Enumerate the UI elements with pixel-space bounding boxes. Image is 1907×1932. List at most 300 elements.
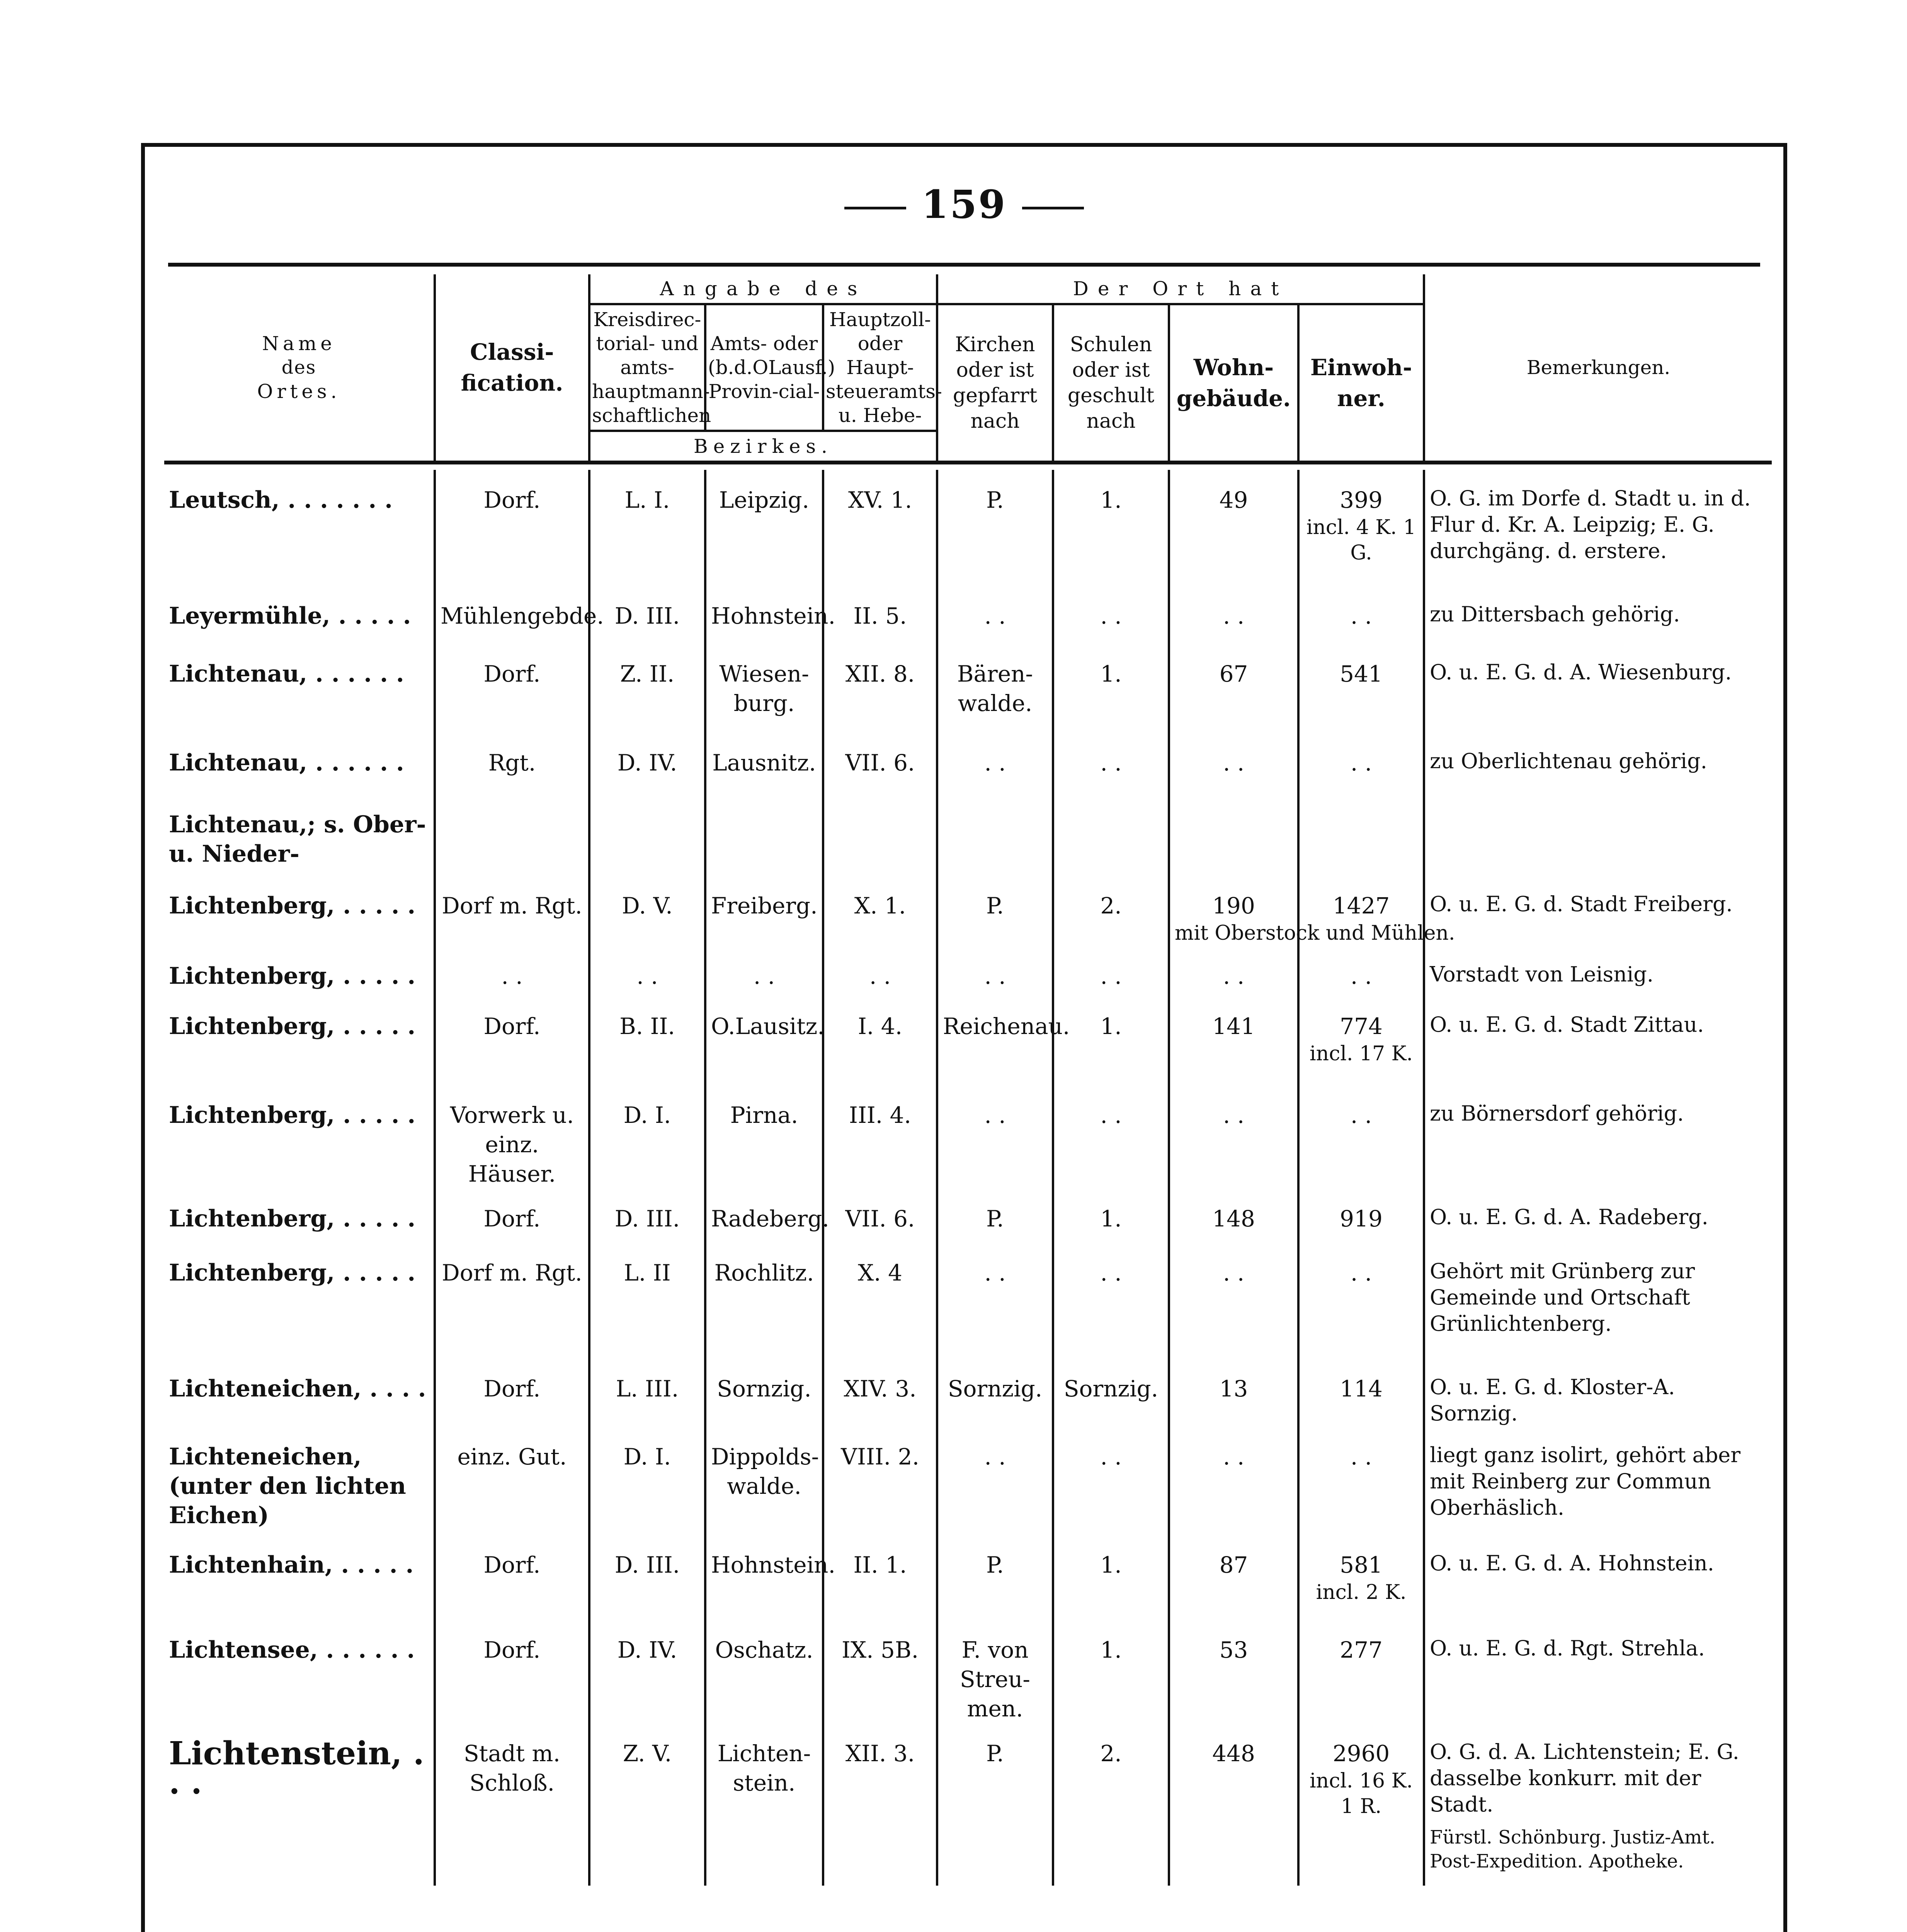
haupt-district-text: XII. 3. (845, 1740, 915, 1767)
table-row (164, 644, 1772, 733)
table-row (164, 946, 1772, 996)
inhabitants-text: . . (1350, 963, 1372, 989)
cell-amts-district (705, 1243, 823, 1359)
cell-church (937, 470, 1053, 586)
school-text: . . (1100, 750, 1122, 776)
classification-text: Dorf. (483, 1013, 541, 1039)
cell-inhabitants (1298, 644, 1424, 733)
church-text: . . (984, 1444, 1006, 1470)
inhabitants-text: . . (1350, 1102, 1372, 1128)
dwellings-text: . . (1223, 750, 1245, 776)
cell-church (937, 946, 1053, 996)
amts-district-text: Hohnstein. (711, 603, 835, 629)
amts-district-text: Hohnstein. (711, 1552, 835, 1578)
school-text: 2. (1100, 893, 1122, 919)
remarks-text: O. u. E. G. d. A. Wiesenburg. (1430, 660, 1732, 684)
cell-classification (435, 1427, 589, 1535)
classification-text: Dorf. (483, 487, 541, 513)
place-name-text: Lichtensee, . . . . . . (169, 1636, 415, 1663)
page-number (145, 182, 1783, 227)
dwellings-text: 448 (1212, 1740, 1255, 1767)
amts-district-text: O.Lausitz. (711, 1013, 825, 1039)
kreis-district-text: Z. V. (623, 1740, 672, 1767)
church-text: F. von Streu-men. (959, 1637, 1031, 1722)
place-name-text: Lichtenau,; s. Ober- u. Nieder- (169, 811, 426, 867)
cell-dwellings (1169, 644, 1298, 733)
cell-remarks (1424, 1535, 1772, 1620)
inhabitants-text: 277 (1340, 1637, 1383, 1663)
gazetteer-table (164, 274, 1772, 1886)
cell-dwellings (1169, 1620, 1298, 1723)
cell-amts-district (705, 470, 823, 586)
cell-remarks (1424, 946, 1772, 996)
cell-amts-district (705, 1723, 823, 1886)
kreis-district-text: D. III. (614, 1206, 680, 1232)
inhabitants-text: 774 (1340, 1013, 1383, 1039)
classification-text: Vorwerk u. einz. Häuser. (450, 1102, 574, 1187)
haupt-district-text: III. 4. (849, 1102, 911, 1128)
cell-kreis-district (589, 1085, 705, 1189)
place-name-text: Lichtenau, . . . . . . (169, 749, 404, 776)
cell-dwellings (1169, 1723, 1298, 1886)
church-text: P. (986, 1740, 1004, 1767)
table-row (164, 876, 1772, 946)
kreis-district-text: . . (636, 963, 658, 989)
haupt-district-text: II. 1. (853, 1552, 907, 1578)
cell-remarks (1424, 1723, 1772, 1886)
inhabitants-text: . . (1350, 750, 1372, 776)
cell-place-name (164, 1427, 435, 1535)
kreis-district-text: L. III. (616, 1376, 679, 1402)
header-separator (164, 463, 1772, 470)
cell-haupt-district (823, 1723, 937, 1886)
inhabitants-text: 2960 (1332, 1740, 1390, 1767)
cell-remarks (1424, 1427, 1772, 1535)
classification-text: Rgt. (488, 750, 536, 776)
cell-church (937, 733, 1053, 794)
cell-school (1053, 876, 1169, 946)
amts-district-text: Freiberg. (711, 893, 818, 919)
kreis-district-text: D. I. (623, 1444, 671, 1470)
cell-kreis-district (589, 1359, 705, 1427)
cell-place-name (164, 733, 435, 794)
cell-classification (435, 470, 589, 586)
cell-kreis-district (589, 1535, 705, 1620)
cell-school (1053, 586, 1169, 644)
dwellings-text: . . (1223, 603, 1245, 629)
haupt-district-text: I. 4. (857, 1013, 903, 1039)
place-name-text: Lichtenberg, . . . . . (169, 892, 416, 919)
haupt-district-text: XV. 1. (848, 487, 912, 513)
kreis-district-text: D. IV. (617, 750, 677, 776)
table-row (164, 733, 1772, 794)
inhabitants-note: incl. 2 K. (1316, 1581, 1407, 1604)
header-kreis: Kreisdirec-torial- und amts-hauptmann-schaftlichen (589, 304, 705, 431)
cell-school (1053, 470, 1169, 586)
cell-classification (435, 996, 589, 1085)
cell-place-name (164, 946, 435, 996)
cell-inhabitants (1298, 1535, 1424, 1620)
remarks-text: zu Börnersdorf gehörig. (1430, 1101, 1684, 1126)
cell-inhabitants (1298, 1189, 1424, 1243)
cell-kreis-district (589, 470, 705, 586)
remarks-text: O. G. d. A. Lichtenstein; E. G. dasselbe konkurr. mit der Stadt. (1430, 1740, 1739, 1816)
haupt-district-text: . . (869, 963, 891, 989)
cell-kreis-district (589, 946, 705, 996)
cell-school (1053, 1085, 1169, 1189)
cell-remarks (1424, 644, 1772, 733)
school-text: . . (1100, 963, 1122, 989)
church-text: . . (984, 1260, 1006, 1286)
amts-district-text: Leipzig. (719, 487, 810, 513)
amts-district-text: Pirna. (730, 1102, 798, 1128)
place-name-text: Leyermühle, . . . . . (169, 602, 411, 629)
amts-district-text: Oschatz. (715, 1637, 813, 1663)
kreis-district-text: Z. II. (620, 661, 675, 687)
cell-school (1053, 1620, 1169, 1723)
amts-district-text: Sornzig. (717, 1376, 811, 1402)
cell-amts-district (705, 644, 823, 733)
cell-haupt-district (823, 1085, 937, 1189)
header-separator-cell (164, 463, 1772, 470)
cell-school (1053, 946, 1169, 996)
cell-school (1053, 1359, 1169, 1427)
cell-school (1053, 733, 1169, 794)
cell-church (937, 1427, 1053, 1535)
dwellings-text: 141 (1212, 1013, 1255, 1039)
header-name-1: Name (262, 332, 336, 355)
table-row (164, 586, 1772, 644)
table-body (164, 470, 1772, 1886)
remarks-text: O. u. E. G. d. Stadt Freiberg. (1430, 892, 1733, 916)
classification-text: Dorf m. Rgt. (442, 893, 582, 919)
remarks-text: liegt ganz isolirt, gehört aber mit Reinberg zur Commun Oberhäslich. (1430, 1443, 1741, 1520)
cell-dwellings (1169, 1243, 1298, 1359)
cell-amts-district (705, 1085, 823, 1189)
dwellings-text: . . (1223, 1260, 1245, 1286)
cell-haupt-district (823, 794, 937, 876)
cell-place-name (164, 1189, 435, 1243)
cell-inhabitants (1298, 1243, 1424, 1359)
cell-place-name (164, 1620, 435, 1723)
place-name-text: Lichtenberg, . . . . . (169, 1013, 416, 1040)
kreis-district-text: L. II (624, 1260, 671, 1286)
remarks-text: O. u. E. G. d. A. Radeberg. (1430, 1205, 1708, 1229)
top-rule (168, 263, 1760, 267)
dwellings-text: 148 (1212, 1206, 1255, 1232)
dwellings-text: 87 (1219, 1552, 1248, 1578)
cell-church (937, 644, 1053, 733)
table-row (164, 1243, 1772, 1359)
cell-classification (435, 1723, 589, 1886)
cell-school (1053, 1427, 1169, 1535)
church-text: Sornzig. (948, 1376, 1043, 1402)
dwellings-text: 190 (1212, 893, 1255, 919)
amts-district-text: Lichten-stein. (717, 1740, 811, 1796)
cell-place-name (164, 1723, 435, 1886)
table-row (164, 1723, 1772, 1886)
inhabitants-text: . . (1350, 1260, 1372, 1286)
church-text: . . (984, 603, 1006, 629)
amts-district-text: Rochlitz. (714, 1260, 814, 1286)
header-name-2: des (281, 357, 316, 378)
cell-haupt-district (823, 1427, 937, 1535)
header-wohn: Wohn-gebäude. (1169, 304, 1298, 463)
cell-dwellings (1169, 1427, 1298, 1535)
place-name-text: Lichteneichen, . . . . (169, 1375, 426, 1402)
cell-remarks (1424, 470, 1772, 586)
cell-place-name (164, 1085, 435, 1189)
dash-left (844, 207, 906, 209)
remarks-text: Gehört mit Grünberg zur Gemeinde und Ortschaft Grünlichtenberg. (1430, 1259, 1695, 1336)
haupt-district-text: XII. 8. (845, 661, 915, 687)
cell-classification (435, 733, 589, 794)
cell-place-name (164, 1359, 435, 1427)
dash-right (1022, 207, 1084, 209)
table-row (164, 794, 1772, 876)
cell-kreis-district (589, 1189, 705, 1243)
dwellings-text: 53 (1219, 1637, 1248, 1663)
cell-classification (435, 1535, 589, 1620)
cell-inhabitants (1298, 1427, 1424, 1535)
cell-classification (435, 946, 589, 996)
cell-kreis-district (589, 1723, 705, 1886)
cell-haupt-district (823, 1243, 937, 1359)
table-row (164, 1535, 1772, 1620)
school-text: . . (1100, 603, 1122, 629)
church-text: P. (986, 1206, 1004, 1232)
classification-text: Mühlengebde. (441, 603, 604, 629)
amts-district-text: Radeberg. (711, 1206, 829, 1232)
cell-place-name (164, 644, 435, 733)
remarks-text: O. u. E. G. d. Kloster-A. Sornzig. (1430, 1375, 1675, 1425)
cell-dwellings (1169, 586, 1298, 644)
cell-church (937, 586, 1053, 644)
cell-dwellings (1169, 733, 1298, 794)
cell-amts-district (705, 1427, 823, 1535)
cell-church (937, 996, 1070, 1085)
school-text: 2. (1100, 1740, 1122, 1767)
cell-place-name (164, 586, 435, 644)
school-text: 1. (1100, 1206, 1122, 1232)
cell-remarks (1424, 996, 1772, 1085)
cell-remarks (1424, 876, 1772, 946)
amts-district-text: . . (753, 963, 775, 989)
cell-school (1053, 1535, 1169, 1620)
amts-district-text: Wiesen-burg. (719, 661, 809, 716)
remarks-text: O. u. E. G. d. Rgt. Strehla. (1430, 1636, 1705, 1660)
haupt-district-text: X. 1. (854, 893, 906, 919)
cell-school (1053, 794, 1169, 876)
cell-inhabitants (1298, 794, 1424, 876)
kreis-district-text: D. IV. (617, 1637, 677, 1663)
cell-school (1053, 1189, 1169, 1243)
classification-text: Dorf m. Rgt. (442, 1260, 582, 1286)
cell-amts-district (705, 586, 835, 644)
kreis-district-text: L. I. (624, 487, 670, 513)
header-kirchen: Kirchen oder ist gepfarrt nach (937, 304, 1053, 463)
kreis-district-text: D. III. (614, 1552, 680, 1578)
cell-classification (435, 1243, 589, 1359)
cell-remarks (1424, 1085, 1772, 1189)
cell-church (937, 1189, 1053, 1243)
cell-kreis-district (589, 794, 705, 876)
church-text: . . (984, 963, 1006, 989)
classification-text: Dorf. (483, 1552, 541, 1578)
inhabitants-text: 541 (1340, 661, 1383, 687)
inhabitants-text: 919 (1340, 1206, 1383, 1232)
cell-haupt-district (823, 1535, 937, 1620)
haupt-district-text: VII. 6. (845, 1206, 915, 1232)
cell-amts-district (705, 1359, 823, 1427)
inhabitants-text: 581 (1340, 1552, 1383, 1578)
table-row (164, 1427, 1772, 1535)
dwellings-text: 67 (1219, 661, 1248, 687)
cell-classification (435, 1359, 589, 1427)
classification-text: . . (501, 963, 523, 989)
cell-haupt-district (823, 1620, 937, 1723)
cell-dwellings (1169, 1535, 1298, 1620)
place-name-text: Lichteneichen, (unter den lichten Eichen) (169, 1443, 406, 1529)
cell-kreis-district (589, 996, 705, 1085)
dwellings-text: . . (1223, 1102, 1245, 1128)
cell-church (937, 1243, 1053, 1359)
cell-church (937, 1723, 1053, 1886)
school-text: 1. (1100, 1013, 1122, 1039)
place-name-text: Lichtenstein, . . . (169, 1735, 424, 1801)
cell-church (937, 1359, 1053, 1427)
cell-kreis-district (589, 644, 705, 733)
cell-church (937, 1535, 1053, 1620)
place-name-text: Lichtenberg, . . . . . (169, 1102, 416, 1129)
cell-dwellings (1169, 470, 1298, 586)
classification-text: Stadt m. Schloß. (464, 1740, 560, 1796)
cell-classification (435, 1620, 589, 1723)
classification-text: Dorf. (483, 1206, 541, 1232)
church-text: Bären-walde. (957, 661, 1033, 716)
cell-dwellings (1169, 1359, 1298, 1427)
inhabitants-note: incl. 4 K. 1 G. (1306, 516, 1416, 565)
cell-classification (435, 794, 589, 876)
cell-haupt-district (823, 876, 937, 946)
table-row (164, 1359, 1772, 1427)
cell-church (937, 876, 1053, 946)
dwellings-text: 13 (1219, 1376, 1248, 1402)
inhabitants-text: . . (1350, 603, 1372, 629)
school-text: 1. (1100, 487, 1122, 513)
haupt-district-text: II. 5. (853, 603, 907, 629)
cell-amts-district (705, 876, 823, 946)
cell-inhabitants (1298, 586, 1424, 644)
church-text: P. (986, 1552, 1004, 1578)
cell-amts-district (705, 1535, 835, 1620)
kreis-district-text: D. III. (614, 603, 680, 629)
cell-inhabitants (1298, 1085, 1424, 1189)
table-row (164, 996, 1772, 1085)
cell-kreis-district (589, 586, 705, 644)
cell-remarks (1424, 1620, 1772, 1723)
amts-district-text: Dippolds-walde. (711, 1444, 819, 1499)
dwellings-text: . . (1223, 1444, 1245, 1470)
header-name (164, 274, 435, 463)
cell-kreis-district (589, 1243, 705, 1359)
school-text: . . (1100, 1260, 1122, 1286)
cell-kreis-district (589, 733, 705, 794)
header-der-ort-hat: Der Ort hat (937, 274, 1424, 304)
cell-inhabitants (1298, 946, 1424, 996)
place-name-text: Lichtenberg, . . . . . (169, 1205, 416, 1232)
classification-text: Dorf. (483, 1376, 541, 1402)
cell-amts-district (705, 794, 823, 876)
header-classification: Classi-fication. (435, 274, 589, 463)
church-text: Reichenau. (943, 1013, 1070, 1039)
cell-inhabitants (1298, 996, 1424, 1085)
cell-school (1053, 996, 1169, 1085)
header-name-3: Ortes. (257, 380, 341, 403)
cell-place-name (164, 996, 435, 1085)
church-text: . . (984, 1102, 1006, 1128)
cell-place-name (164, 1243, 435, 1359)
cell-church (937, 1085, 1053, 1189)
inhabitants-text: 1427 (1332, 893, 1390, 919)
kreis-district-text: B. II. (619, 1013, 675, 1039)
page-number-text: 159 (921, 182, 1007, 227)
header-row-1 (164, 274, 1772, 304)
cell-place-name (164, 794, 435, 876)
cell-classification (435, 644, 589, 733)
cell-haupt-district (823, 586, 937, 644)
cell-kreis-district (589, 876, 705, 946)
cell-kreis-district (589, 1620, 705, 1723)
cell-remarks (1424, 1189, 1772, 1243)
cell-school (1053, 1723, 1169, 1886)
cell-haupt-district (823, 1189, 937, 1243)
kreis-district-text: D. V. (622, 893, 673, 919)
header-einw: Einwoh-ner. (1298, 304, 1424, 463)
cell-amts-district (705, 1620, 823, 1723)
place-name-text: Lichtenberg, . . . . . (169, 1259, 416, 1286)
cell-remarks (1424, 794, 1772, 876)
dwellings-note: mit Oberstock und Mühlen. (1175, 922, 1455, 945)
school-text: . . (1100, 1444, 1122, 1470)
table-row (164, 1085, 1772, 1189)
cell-classification (435, 1189, 589, 1243)
school-text: 1. (1100, 1637, 1122, 1663)
remarks-text: zu Dittersbach gehörig. (1430, 602, 1680, 626)
haupt-district-text: IX. 5B. (841, 1637, 919, 1663)
place-name-text: Leutsch, . . . . . . . (169, 486, 393, 514)
cell-remarks (1424, 586, 1772, 644)
cell-remarks (1424, 1243, 1772, 1359)
table-row (164, 470, 1772, 586)
header-remarks: Bemerkungen. (1424, 274, 1772, 463)
cell-church (937, 794, 1053, 876)
amts-district-text: Lausnitz. (712, 750, 816, 776)
cell-classification (435, 876, 589, 946)
remarks-text: zu Oberlichtenau gehörig. (1430, 749, 1707, 773)
cell-amts-district (705, 1189, 829, 1243)
classification-text: einz. Gut. (457, 1444, 567, 1470)
place-name-text: Lichtenau, . . . . . . (169, 660, 404, 687)
inhabitants-text: 114 (1340, 1376, 1383, 1402)
cell-haupt-district (823, 733, 937, 794)
cell-haupt-district (823, 470, 937, 586)
cell-amts-district (705, 996, 823, 1085)
table-row (164, 1620, 1772, 1723)
classification-text: Dorf. (483, 1637, 541, 1663)
school-text: 1. (1100, 1552, 1122, 1578)
cell-dwellings (1169, 1085, 1298, 1189)
